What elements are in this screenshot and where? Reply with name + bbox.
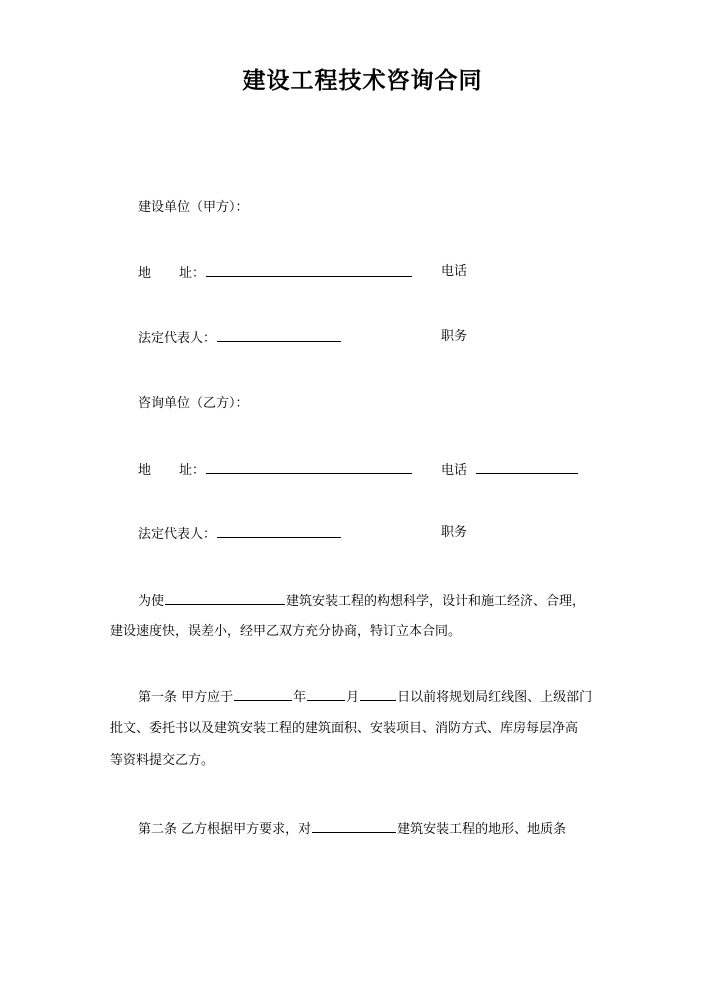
article1-line-2: 批文、委托书以及建筑安装工程的建筑面积、安装项目、消防方式、库房每层净高	[110, 721, 579, 736]
party-b-rep-label: 法定代表人：	[138, 527, 217, 542]
article2-project-field[interactable]	[312, 818, 396, 833]
party-b-rep-field[interactable]	[217, 523, 341, 538]
article2-part1: 第二条 乙方根据甲方要求，对	[138, 822, 312, 837]
party-a-phone-label: 电话	[441, 264, 468, 279]
address-label-char2: 址：	[179, 463, 206, 478]
address-label-char1: 地	[138, 463, 152, 478]
preamble-part1: 为使	[138, 594, 165, 609]
party-b-phone-label: 电话	[441, 463, 468, 478]
party-a-position-label: 职务	[441, 329, 468, 344]
preamble-line-2: 建设速度快，误差小，经甲乙双方充分协商，特订立本合同。	[110, 624, 462, 639]
article1-line-3: 等资料提交乙方。	[110, 753, 215, 768]
article2-part2: 建筑安装工程的地形、地质条	[397, 822, 567, 837]
address-label-char2: 址：	[179, 266, 206, 281]
article1-year-label: 年	[293, 690, 307, 705]
party-b-address-row	[138, 459, 413, 481]
party-b-position-label: 职务	[441, 525, 468, 540]
article1-year-field[interactable]	[234, 686, 292, 701]
article1-day-field[interactable]	[360, 686, 396, 701]
document-title: 建设工程技术咨询合同	[242, 67, 483, 94]
party-b-rep-row	[138, 523, 342, 545]
party-b-phone-row	[441, 459, 579, 481]
article1-part1: 第一条 甲方应于	[138, 690, 234, 705]
article1-month-field[interactable]	[307, 686, 345, 701]
party-a-rep-label: 法定代表人：	[138, 331, 217, 346]
party-a-rep-row	[138, 327, 342, 349]
article1-line-1	[138, 686, 592, 708]
party-b-address-field[interactable]	[206, 459, 412, 474]
party-a-heading: 建设单位（甲方）：	[138, 200, 249, 215]
party-a-address-row	[138, 262, 413, 284]
preamble-line-1	[138, 590, 585, 612]
preamble-part2: 建筑安装工程的构想科学，设计和施工经济、合理，	[286, 594, 586, 609]
article1-part2: 日以前将规划局红线图、上级部门	[397, 690, 593, 705]
article2-line-1	[138, 818, 566, 840]
party-a-rep-field[interactable]	[217, 327, 341, 342]
project-name-field[interactable]	[165, 590, 285, 605]
party-b-phone-field[interactable]	[476, 459, 578, 474]
address-label-char1: 地	[138, 266, 152, 281]
party-b-heading: 咨询单位（乙方）：	[138, 396, 249, 411]
article1-month-label: 月	[346, 690, 360, 705]
party-a-address-field[interactable]	[206, 262, 412, 277]
